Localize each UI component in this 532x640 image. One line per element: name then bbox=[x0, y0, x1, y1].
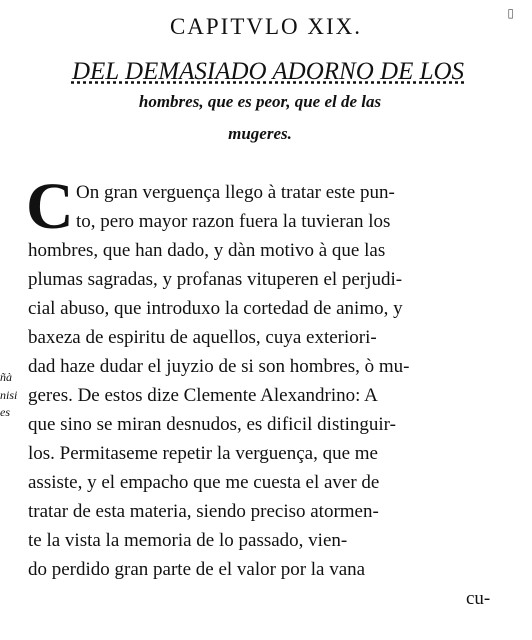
chapter-title-line-1: DEL DEMASIADO ADORNO DE LOS bbox=[71, 58, 465, 85]
body-line: cial abuso, que introduxo la cortedad de animo, y bbox=[28, 298, 403, 319]
margin-note: ñà bbox=[0, 370, 12, 384]
body-line: los. Permitaseme repetir la verguença, que me bbox=[28, 443, 378, 464]
body-line: que sino se miran desnudos, es dificil distinguir- bbox=[28, 414, 396, 435]
chapter-heading: CAPITVLO XIX. bbox=[169, 14, 363, 39]
body-line: plumas sagradas, y profanas vituperen el perjudi- bbox=[28, 269, 403, 290]
body-line: te la vista la memoria de lo passado, vien- bbox=[28, 530, 348, 551]
margin-note: nisi bbox=[0, 388, 18, 402]
body-line: tratar de esta materia, siendo preciso atormen- bbox=[28, 501, 379, 522]
corner-mark: ▯ bbox=[507, 6, 514, 20]
margin-note: es bbox=[0, 405, 10, 419]
chapter-title-line-2: hombres, que es peor, que el de las bbox=[138, 92, 382, 111]
body-line: do perdido gran parte de el valor por la vana bbox=[28, 559, 366, 580]
body-line: On gran verguença llego à tratar este pun- bbox=[76, 182, 395, 203]
body-line: dad haze dudar el juyzio de si son hombres, ò mu- bbox=[28, 356, 410, 377]
body-line: assiste, y el empacho que me cuesta el aver de bbox=[28, 472, 380, 493]
body-line: geres. De estos dize Clemente Alexandrino: A bbox=[28, 385, 378, 406]
body-line: to, pero mayor razon fuera la tuvieran los bbox=[76, 211, 391, 232]
catchword: cu- bbox=[466, 588, 491, 609]
body-line: hombres, que han dado, y dàn motivo à que las bbox=[28, 240, 386, 261]
body-line: baxeza de espiritu de aquellos, cuya exteriori- bbox=[28, 327, 377, 348]
drop-cap: C bbox=[26, 170, 74, 243]
chapter-title-line-3: mugeres. bbox=[228, 124, 292, 143]
